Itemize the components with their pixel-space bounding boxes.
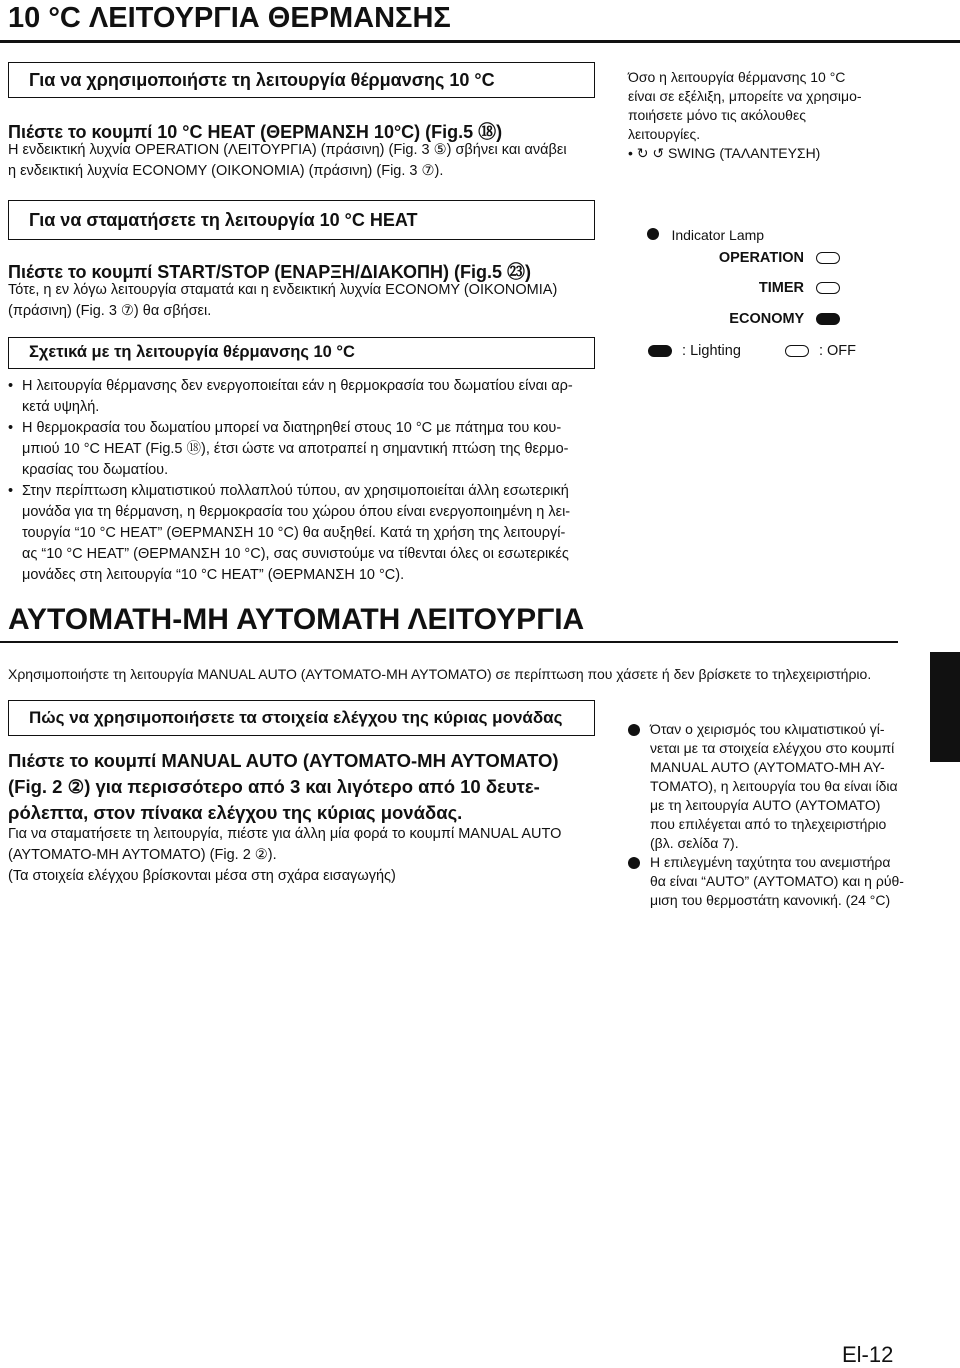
notes-list xyxy=(8,376,598,586)
text-line: Τότε, η εν λόγω λειτουργία σταματά και η ενδεικτική λυχνία ECONOMY (OIKONOMIA) xyxy=(8,282,558,298)
section-heading: Πώς να χρησιμοποιήσετε τα στοιχεία ελέγχου της κύριας μονάδας xyxy=(29,708,563,727)
instruction-text xyxy=(8,140,567,182)
indicator-lamp-panel xyxy=(640,250,840,339)
text-line: κρασίας του δωματίου. xyxy=(22,462,169,478)
text-line: είναι σε εξέλιξη, μπορείτε να χρησιμο- xyxy=(628,88,862,104)
instruction-text xyxy=(8,824,561,887)
legend-off: : OFF xyxy=(818,343,857,359)
lamp-off-icon xyxy=(816,252,840,264)
text-line: Η λειτουργία θέρμανσης δεν ενεργοποιείται εάν η θερμοκρασία του δωματίου είναι αρ- xyxy=(22,378,573,394)
text-line: ας “10 °C HEAT” (ΘΕΡΜΑΝΣΗ 10 °C), σας συνιστούμε να τίθενται όλες οι εσωτερικές xyxy=(22,546,569,562)
bullet-dot-icon xyxy=(628,724,640,736)
list-item xyxy=(8,481,598,586)
text-line: θα είναι “AUTO” (ΑΥΤΟΜΑΤΟ) και η ρύθ- xyxy=(650,873,904,889)
page-number: El-12 xyxy=(842,1342,894,1367)
text-line: (βλ. σελίδα 7). xyxy=(650,835,739,851)
text-line: Η θερμοκρασία του δωματίου μπορεί να διατηρηθεί στους 10 °C με πάτημα του κου- xyxy=(22,420,562,436)
indicator-economy xyxy=(640,311,840,339)
title-rule xyxy=(0,641,898,643)
instruction-heading xyxy=(8,748,559,826)
section-title: ΑΥΤΟΜΑΤΗ-ΜΗ ΑΥΤΟΜΑΤΗ ΛΕΙΤΟΥΡΓΙΑ xyxy=(8,603,585,636)
list-item xyxy=(8,376,598,418)
text-line: Όταν ο χειρισμός του κλιματιστικού γί- xyxy=(650,721,885,737)
text-line: (πράσινη) (Fig. 3 ⑦) θα σβήσει. xyxy=(8,303,212,319)
text-line: Η επιλεγμένη ταχύτητα του ανεμιστήρα xyxy=(650,854,891,870)
lamp-off-icon xyxy=(785,345,809,357)
section-heading: Για να χρησιμοποιήστε τη λειτουργία θέρμανσης 10 °C xyxy=(29,70,495,90)
indicator-legend xyxy=(648,343,856,359)
list-item xyxy=(628,853,904,910)
instruction-heading: Πιέστε το κουμπί START/STOP (ΕΝΑΡΞΗ/ΔΙΑΚΟΠΗ) (Fig.5 ㉓) xyxy=(8,262,531,282)
lamp-on-icon xyxy=(816,313,840,325)
side-note xyxy=(628,68,862,163)
indicator-label: TIMER xyxy=(758,280,804,296)
swing-icon: ↻ ↺ xyxy=(636,145,665,161)
indicator-title-text: Indicator Lamp xyxy=(671,227,765,243)
list-item xyxy=(8,418,598,481)
intro-text: Χρησιμοποιήστε τη λειτουργία MANUAL AUTO (ΑΥΤΟΜΑΤΟ-ΜΗ ΑΥΤΟΜΑΤΟ) σε περίπτωση που χάσετε ή δεν βρίσκετε το τηλεχειριστήριο. xyxy=(8,666,872,682)
text-line: μονάδες στη λειτουργία “10 °C HEAT” (ΘΕΡΜΑΝΣΗ 10 °C). xyxy=(22,567,405,583)
text-line: Πιέστε το κουμπί MANUAL AUTO (ΑΥΤΟΜΑΤΟ-ΜΗ ΑΥΤΟΜΑΤΟ) xyxy=(8,750,559,771)
page-title: 10 °C ΛΕΙΤΟΥΡΓΙΑ ΘΕΡΜΑΝΣΗΣ xyxy=(8,2,451,34)
bullet: • xyxy=(8,378,14,394)
section-heading-box xyxy=(8,62,595,98)
section-tab xyxy=(930,652,960,762)
text-line: κετά υψηλή. xyxy=(22,399,100,415)
text-line: τουργία “10 °C HEAT” (ΘΕΡΜΑΝΣΗ 10 °C) θα αυξηθεί. Κατά τη χρήση της λειτουργί- xyxy=(22,525,566,541)
list-item xyxy=(628,720,904,853)
bullet: • xyxy=(628,145,633,161)
indicator-label: ECONOMY xyxy=(729,311,804,327)
text-line: η ενδεικτική λυχνία ECONOMY (OIKONOMIA) (πράσινη) (Fig. 3 ⑦). xyxy=(8,163,444,179)
section-heading-box xyxy=(8,200,595,240)
text-line: Όσο η λειτουργία θέρμανσης 10 °C xyxy=(628,69,846,85)
text-line: Η ενδεικτική λυχνία OPERATION (ΛΕΙΤΟΥΡΓΙΑ) (πράσινη) (Fig. 3 ⑤) σβήνει και ανάβει xyxy=(8,142,567,158)
text-line: (Fig. 2 ②) για περισσότερο από 3 και λιγότερο από 10 δευτε- xyxy=(8,776,540,797)
indicator-timer xyxy=(640,280,840,311)
lamp-on-icon xyxy=(648,345,672,357)
text-line: λειτουργίες. xyxy=(628,126,701,142)
section-heading-box xyxy=(8,337,595,369)
side-notes xyxy=(628,720,904,910)
text-line: Για να σταματήσετε τη λειτουργία, πιέστε για άλλη μία φορά το κουμπί MANUAL AUTO xyxy=(8,826,562,842)
bullet-dot-icon xyxy=(628,857,640,869)
text-line: μπιού 10 °C HEAT (Fig.5 ⑱), έτσι ώστε να αποτραπεί η σημαντική πτώση της θερμο- xyxy=(22,441,569,457)
legend-lighting: : Lighting xyxy=(682,343,741,359)
text-line: μιση του θερμοστάτη κανονική. (24 °C) xyxy=(650,892,891,908)
text-line: που επιλέγεται από το τηλεχειριστήριο xyxy=(650,816,887,832)
bullet: • xyxy=(8,420,14,436)
bullet: • xyxy=(8,483,14,499)
indicator-operation xyxy=(640,250,840,280)
section-heading: Σχετικά με τη λειτουργία θέρμανσης 10 °C xyxy=(29,343,355,361)
instruction-heading: Πιέστε το κουμπί 10 °C HEAT (ΘΕΡΜΑΝΣΗ 10°C) (Fig.5 ⑱) xyxy=(8,122,503,142)
text-line: (ΑΥΤΟΜΑΤΟ-ΜΗ ΑΥΤΟΜΑΤΟ) (Fig. 2 ②). xyxy=(8,847,277,863)
bullet-dot-icon xyxy=(647,228,659,240)
text-line: MANUAL AUTO (ΑΥΤΟΜΑΤΟ-ΜΗ ΑΥ- xyxy=(650,759,885,775)
lamp-off-icon xyxy=(816,282,840,294)
text-line: ΤΟΜΑΤΟ), η λειτουργία του θα είναι ίδια xyxy=(650,778,898,794)
text-line: με τη λειτουργία AUTO (ΑΥΤΟΜΑΤΟ) xyxy=(650,797,881,813)
text-line: νεται με τα στοιχεία ελέγχου στο κουμπί xyxy=(650,740,895,756)
text-line: Στην περίπτωση κλιματιστικού πολλαπλού τύπου, αν χρησιμοποιείται άλλη εσωτερική xyxy=(22,483,569,499)
indicator-label: OPERATION xyxy=(718,250,804,266)
indicator-lamp-title xyxy=(647,226,764,245)
text-line: ποιήσετε μόνο τις ακόλουθες xyxy=(628,107,806,123)
swing-line xyxy=(628,144,862,163)
instruction-text xyxy=(8,280,557,322)
swing-label: SWING (ΤΑΛΑΝΤΕΥΣΗ) xyxy=(668,145,821,161)
section-heading-box xyxy=(8,700,595,736)
text-line: μονάδα για τη θέρμανση, η θερμοκρασία του χώρου όπου είναι ενεργοποιημένη η λει- xyxy=(22,504,571,520)
text-line: (Τα στοιχεία ελέγχου βρίσκονται μέσα στη σχάρα εισαγωγής) xyxy=(8,868,396,884)
text-line: ρόλεπτα, στον πίνακα ελέγχου της κύριας μονάδας. xyxy=(8,802,463,823)
section-heading: Για να σταματήσετε τη λειτουργία 10 °C HEAT xyxy=(29,210,418,230)
